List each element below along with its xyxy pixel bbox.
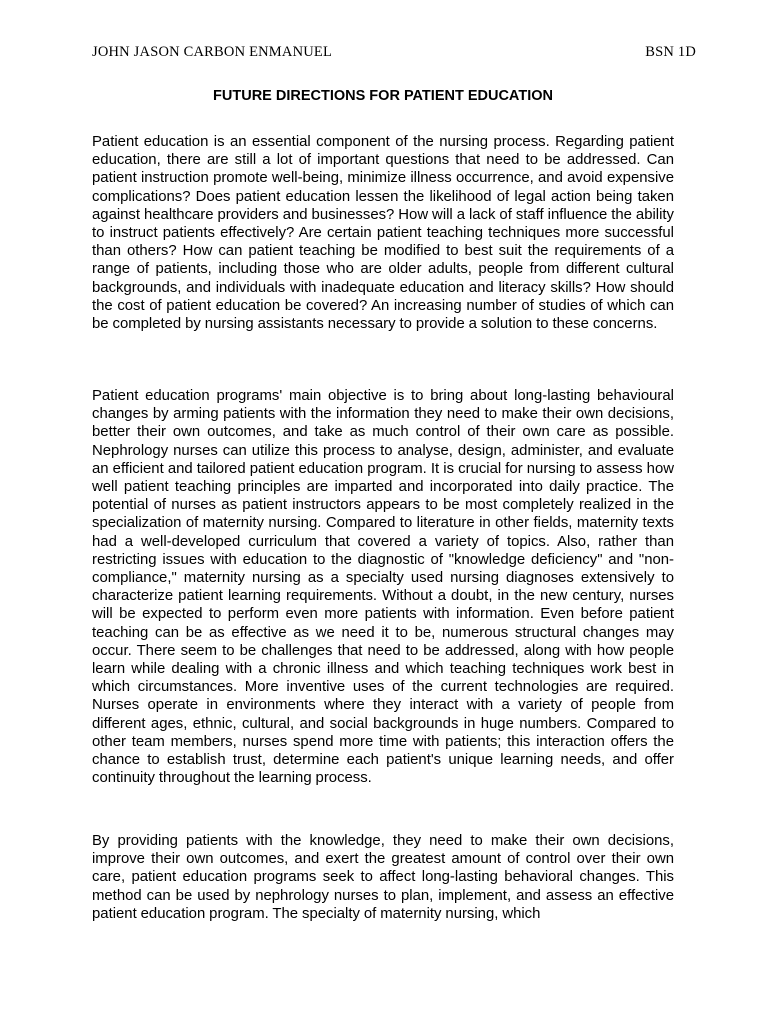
class-section: BSN 1D bbox=[645, 44, 696, 60]
page-header bbox=[92, 44, 696, 64]
paragraph-3: By providing patients with the knowledge, they need to make their own decisions, improve their own outcomes, and exert the greatest amount of control over their own care, patient education programs seek to affect long-lasting behavioral changes. This method can be used by nephrology nurses to plan, implement, and assess an effective patient education program. The specialty of maternity nursing, which bbox=[92, 833, 674, 922]
paragraph-2: Patient education programs' main objective is to bring about long-lasting behavioural changes by arming patients with the information they need to make their own decisions, better their own outcomes, and take as much control of their own care as possible. Nephrology nurses can utilize this process to analyse, design, administer, and evaluate an efficient and tailored patient education program. It is crucial for nursing to assess how well patient teaching principles are imparted and incorporated into daily practice. The potential of nurses as patient instructors appears to be most completely realized in the specialization of maternity nursing. Compared to literature in other fields, maternity texts had a well-developed curriculum that covered a variety of topics. Also, rather than restricting issues with education to the diagnostic of "knowledge deficiency" and "non-compliance," maternity nursing as a specialty used nursing diagnoses extensively to characterize patient learning requirements. Without a doubt, in the new century, nurses will be expected to perform even more patients with information. Even before patient teaching can be as effective as we need it to be, numerous structural changes may occur. There seem to be challenges that need to be addressed, along with how people learn while dealing with a chronic illness and which teaching techniques work best in which circumstances. More inventive uses of the current technologies are required. Nurses operate in environments where they interact with a variety of people from different ages, ethnic, cultural, and social backgrounds in huge numbers. Compared to other team members, nurses spend more time with patients; this interaction offers the chance to establish trust, determine each patient's unique learning needs, and offer continuity throughout the learning process. bbox=[92, 388, 674, 787]
document-title: FUTURE DIRECTIONS FOR PATIENT EDUCATION bbox=[213, 88, 553, 104]
paragraph-1: Patient education is an essential component of the nursing process. Regarding patient education, there are still a lot of important questions that need to be addressed. Can patient instruction promote well-being, minimize illness occurrence, and avoid expensive complications? Does patient education lessen the likelihood of legal action being taken against healthcare providers and businesses? How will a lack of staff influence the ability to instruct patients effectively? Are certain patient teaching techniques more successful than others? How can patient teaching be modified to best suit the requirements of a range of patients, including those who are older adults, people from different cultural backgrounds, and individuals with inadequate education and literacy skills? How should the cost of patient education be covered? An increasing number of studies of which can be completed by nursing assistants necessary to provide a solution to these concerns. bbox=[92, 134, 674, 333]
author-name: JOHN JASON CARBON ENMANUEL bbox=[92, 44, 333, 60]
